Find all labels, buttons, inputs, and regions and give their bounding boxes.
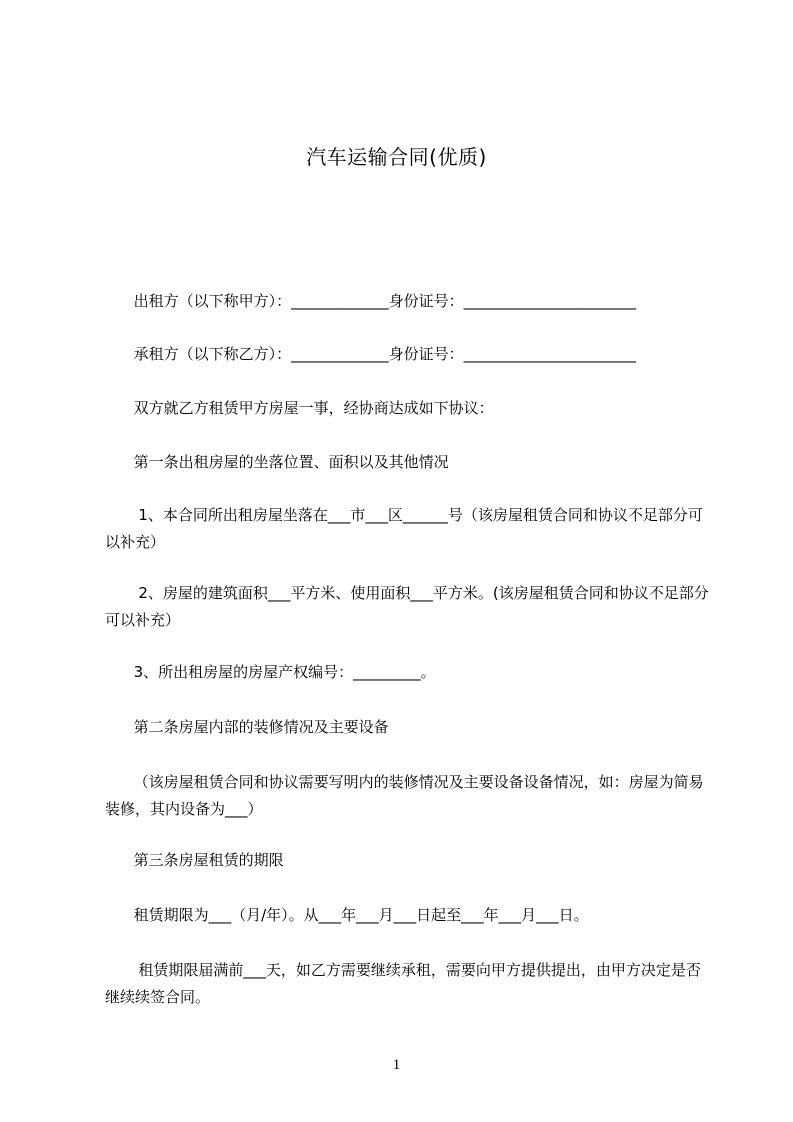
agreement-intro: 双方就乙方租赁甲方房屋一事，经协商达成如下协议： (105, 399, 494, 417)
lessee-line: 承租方（以下称乙方）：_____________身份证号：_______________________ (105, 345, 637, 363)
lease-term-line: 租赁期限为___（月/年）。从___年___月___日起至___年___月___日。 (105, 906, 589, 924)
article-1-item-1: 1、本合同所出租房屋坐落在___市___区______号（该房屋租赁合同和协议不足部分可以补充） (105, 506, 703, 551)
article-2-heading: 第二条房屋内部的装修情况及主要设备 (105, 718, 389, 736)
document-title: 汽车运输合同(优质) (306, 145, 487, 169)
page-number: 1 (392, 1057, 401, 1073)
lessor-line: 出租方（以下称甲方）：_____________身份证号：_______________________ (105, 292, 637, 310)
article-3-heading: 第三条房屋租赁的期限 (105, 851, 284, 869)
article-1-item-2: 2、房屋的建筑面积___平方米、使用面积___平方米。(该房屋租赁合同和协议不足部分可以补充） (105, 584, 709, 629)
article-1-item-3: 3、所出租房屋的房屋产权编号：_________。 (105, 663, 436, 681)
article-2-note: （该房屋租赁合同和协议需要写明内的装修情况及主要设备设备情况，如：房屋为简易装修，其内设备为___） (105, 773, 704, 818)
lease-renewal-line: 租赁期限届满前___天，如乙方需要继续承租，需要向甲方提供提出，由甲方决定是否继续续签合同。 (105, 961, 701, 1006)
article-1-heading: 第一条出租房屋的坐落位置、面积以及其他情况 (105, 453, 449, 471)
